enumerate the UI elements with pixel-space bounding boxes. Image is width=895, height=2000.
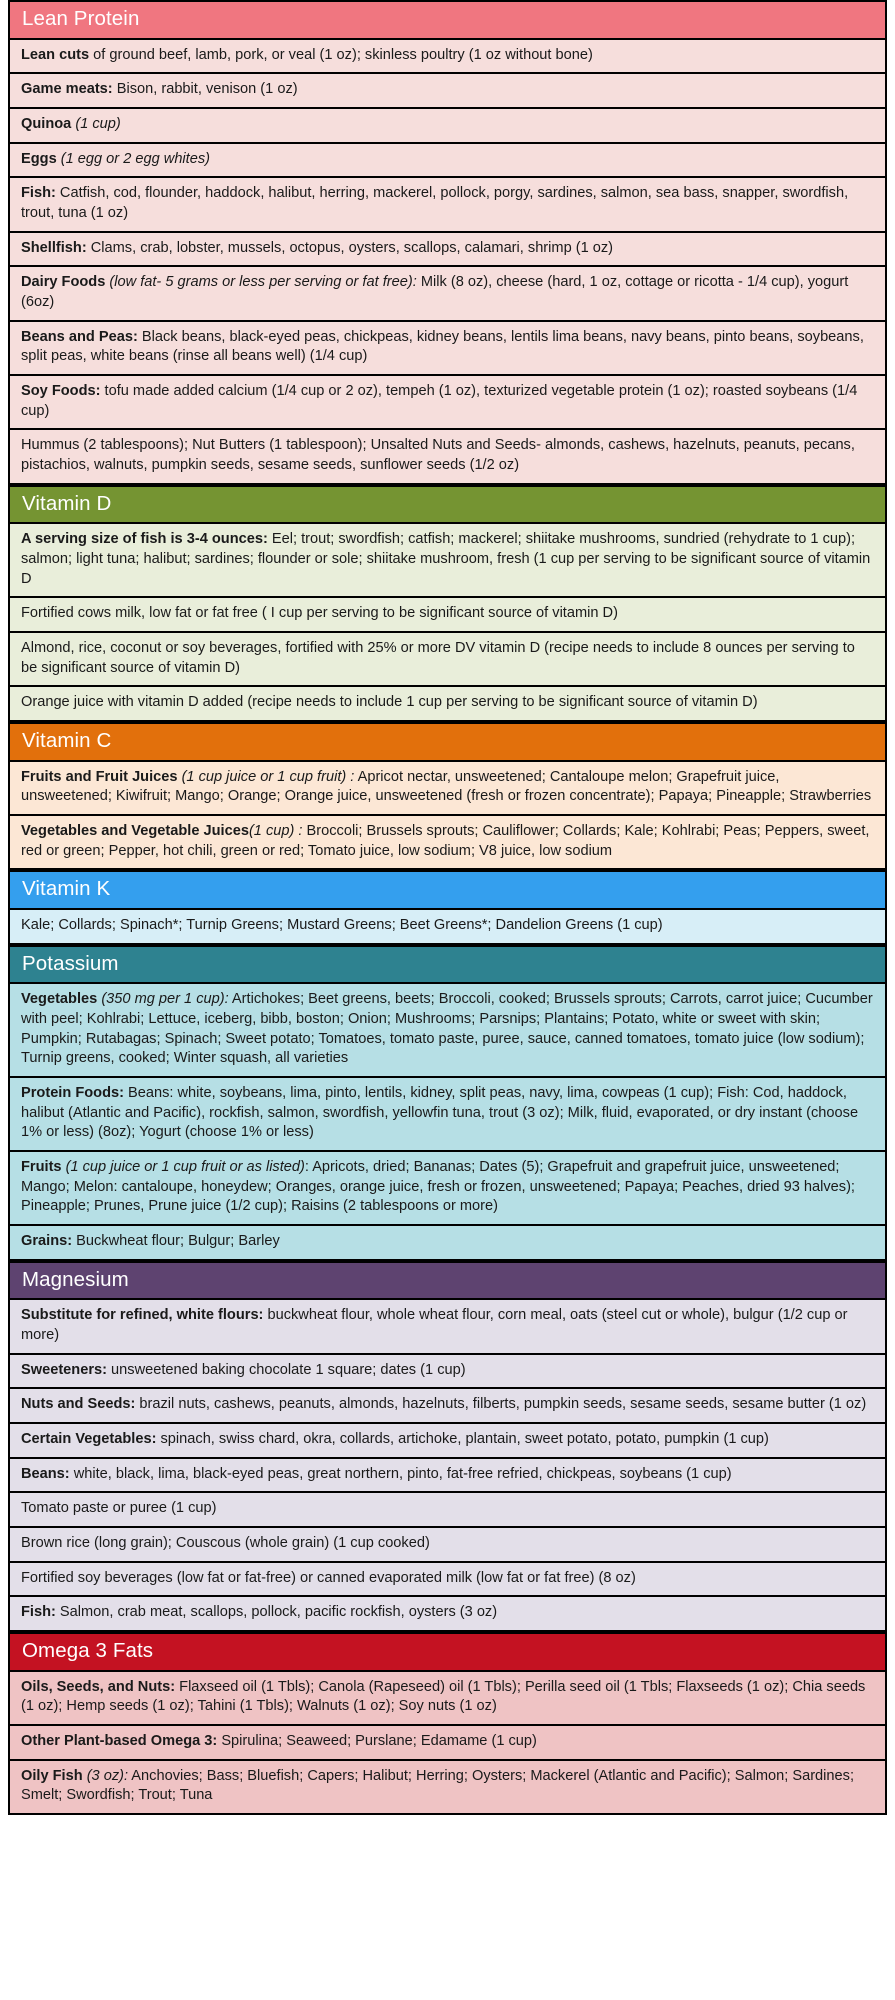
table-row xyxy=(8,1761,887,1815)
row-text: Beans: white, soybeans, lima, pinto, lentils, kidney, split peas, navy, lima, cowpeas (1 cup); Fish: Cod, haddock, halibut (Atlantic and Pacific), rockfish, salmon, swordfish, yellowfin tuna, trout (3 oz); Milk, fluid, evaporated, or dry instant (choose 1% or less) (8oz); Yogurt (choose 1% or less) xyxy=(21,1084,859,1141)
table-row xyxy=(8,1672,887,1726)
table-row xyxy=(8,1493,887,1528)
table-row xyxy=(8,1300,887,1354)
row-label: Fruits xyxy=(21,1158,62,1175)
row-label: Oils, Seeds, and Nuts: xyxy=(21,1678,176,1695)
row-text: Fortified soy beverages (low fat or fat-free) or canned evaporated milk (low fat or fat free) (8 oz) xyxy=(21,1569,636,1586)
table-row xyxy=(8,633,887,687)
table-row xyxy=(8,144,887,179)
row-text: tofu made added calcium (1/4 cup or 2 oz), tempeh (1 oz), texturized vegetable protein (1 oz); roasted soybeans (1/4 cup) xyxy=(21,383,858,419)
table-row xyxy=(8,1355,887,1390)
table-row xyxy=(8,762,887,816)
row-qualifier: (1 cup juice or 1 cup fruit) : xyxy=(177,768,355,785)
row-text: Brown rice (long grain); Couscous (whole grain) (1 cup cooked) xyxy=(21,1535,430,1552)
section-lean-protein xyxy=(8,0,887,485)
table-row xyxy=(8,1726,887,1761)
row-label: Fish: xyxy=(21,1604,56,1621)
row-text: : Apricots, dried; Bananas; Dates (5); Grapefruit and grapefruit juice, unsweetened; Mango; Melon: cantaloupe, honeydew; Oranges, orange juice, fresh or frozen, unsweetened; Papaya; Peaches, dried 93 halves); Pineapple; Prunes, Prune juice (1/2 cup); Raisins (2 tablespoons or more) xyxy=(21,1158,855,1215)
table-row xyxy=(8,430,887,484)
row-label: Dairy Foods xyxy=(21,274,106,291)
row-label: Sweeteners: xyxy=(21,1361,107,1378)
row-qualifier: (low fat- 5 grams or less per serving or fat free): xyxy=(105,274,417,291)
table-row xyxy=(8,1528,887,1563)
table-row xyxy=(8,233,887,268)
table-row xyxy=(8,1389,887,1424)
section-omega-3-fats xyxy=(8,1632,887,1815)
row-text: Almond, rice, coconut or soy beverages, fortified with 25% or more DV vitamin D (recipe needs to include 8 ounces per serving to be significant source of vitamin D) xyxy=(21,640,855,676)
row-label: Game meats: xyxy=(21,81,113,98)
row-label: Certain Vegetables: xyxy=(21,1430,157,1447)
row-label: A serving size of fish is 3-4 ounces: xyxy=(21,531,268,548)
row-text: Tomato paste or puree (1 cup) xyxy=(21,1500,217,1517)
table-row xyxy=(8,910,887,945)
table-row xyxy=(8,984,887,1078)
table-row xyxy=(8,322,887,376)
table-row xyxy=(8,40,887,75)
section-header-lean-protein: Lean Protein xyxy=(8,0,887,40)
row-text: white, black, lima, black-eyed peas, great northern, pinto, fat-free refried, chickpeas, soybeans (1 cup) xyxy=(69,1465,732,1482)
row-label: Beans: xyxy=(21,1465,70,1482)
section-vitamin-d xyxy=(8,485,887,722)
row-label: Beans and Peas: xyxy=(21,328,138,345)
row-label: Shellfish: xyxy=(21,239,87,256)
row-text: Flaxseed oil (1 Tbls); Canola (Rapeseed) oil (1 Tbls); Perilla seed oil (1 Tbls; Flaxseeds (1 oz); Chia seeds (1 oz); Hemp seeds (1 oz); Tahini (1 Tbls); Walnuts (1 oz); Soy nuts (1 oz) xyxy=(21,1678,866,1715)
row-text: Salmon, crab meat, scallops, pollock, pacific rockfish, oysters (3 oz) xyxy=(55,1604,498,1621)
row-label: Quinoa xyxy=(21,115,72,132)
row-label: Protein Foods: xyxy=(21,1084,124,1101)
table-row xyxy=(8,1152,887,1226)
table-row xyxy=(8,524,887,598)
row-qualifier: (350 mg per 1 cup): xyxy=(97,991,229,1008)
row-text: Fortified cows milk, low fat or fat free ( I cup per serving to be significant source of vitamin D) xyxy=(21,605,618,622)
row-label: Grains: xyxy=(21,1233,73,1250)
row-text: Hummus (2 tablespoons); Nut Butters (1 tablespoon); Unsalted Nuts and Seeds- almonds, cashews, hazelnuts, peanuts, pecans, pistachios, walnuts, pumpkin seeds, sesame seeds, sunflower seeds (1/2 oz) xyxy=(21,437,855,474)
table-row xyxy=(8,598,887,633)
row-text: Broccoli; Brussels sprouts; Cauliflower; Collards; Kale; Kohlrabi; Peas; Peppers, sweet, red or green; Pepper, hot chili, green or red; Tomato juice, low sodium; V8 juice, low sodium xyxy=(21,823,870,859)
row-text: spinach, swiss chard, okra, collards, artichoke, plantain, sweet potato, potato, pumpkin (1 cup) xyxy=(156,1430,769,1447)
row-label: Substitute for refined, white flours: xyxy=(21,1307,264,1324)
row-label: Eggs xyxy=(21,150,57,167)
table-row xyxy=(8,1226,887,1261)
row-text: Catfish, cod, flounder, haddock, halibut, herring, mackerel, pollock, porgy, sardines, salmon, sea bass, snapper, swordfish, trout, tuna (1 oz) xyxy=(21,185,849,221)
section-header-vitamin-d: Vitamin D xyxy=(8,485,887,525)
row-text: Kale; Collards; Spinach*; Turnip Greens; Mustard Greens; Beet Greens*; Dandelion Greens (1 cup) xyxy=(21,916,663,933)
row-label: Other Plant-based Omega 3: xyxy=(21,1732,218,1749)
row-text: Eel; trout; swordfish; catfish; mackerel; shiitake mushrooms, sundried (rehydrate to 1 cup); salmon; light tuna; halibut; sardines; flounder or sole; shiitake mushroom, fresh (1 cup per serving to be significant source of vitamin D xyxy=(21,531,871,587)
section-header-potassium: Potassium xyxy=(8,945,887,985)
row-label: Lean cuts xyxy=(21,46,90,63)
row-label: Soy Foods: xyxy=(21,383,101,400)
table-row xyxy=(8,109,887,144)
section-header-omega-3-fats: Omega 3 Fats xyxy=(8,1632,887,1672)
row-text: Spirulina; Seaweed; Purslane; Edamame (1 cup) xyxy=(217,1732,537,1749)
row-text: buckwheat flour, whole wheat flour, corn meal, oats (steel cut or whole), bulgur (1/2 cup or more) xyxy=(21,1307,848,1343)
row-text: Black beans, black-eyed peas, chickpeas, kidney beans, lentils lima beans, navy beans, pinto beans, soybeans, split peas, white beans (rinse all beans well) (1/4 cup) xyxy=(21,328,864,365)
row-label: Vegetables xyxy=(21,991,98,1008)
table-row xyxy=(8,1597,887,1632)
row-label: Fruits and Fruit Juices xyxy=(21,768,178,785)
row-text: Artichokes; Beet greens, beets; Broccoli, cooked; Brussels sprouts; Carrots, carrot juice; Cucumber with peel; Kohlrabi; Lettuce, iceberg, bibb, boston; Onion; Mushrooms; Parsnips; Plantains; Potato, white or sweet with skin; Pumpkin; Rutabagas; Spinach; Sweet potato; Tomatoes, tomato paste, puree, sauce, canned tomatoes, tomato juice (low sodium); Turnip greens, cooked; Winter squash, all varieties xyxy=(21,991,873,1067)
row-text: Buckwheat flour; Bulgur; Barley xyxy=(72,1233,280,1250)
table-row xyxy=(8,74,887,109)
table-row xyxy=(8,1424,887,1459)
section-header-vitamin-k: Vitamin K xyxy=(8,870,887,910)
section-vitamin-c xyxy=(8,722,887,870)
row-text: unsweetened baking chocolate 1 square; dates (1 cup) xyxy=(106,1361,466,1378)
table-row xyxy=(8,816,887,870)
row-text: of ground beef, lamb, pork, or veal (1 oz); skinless poultry (1 oz without bone) xyxy=(89,46,593,63)
row-qualifier: (1 cup) : xyxy=(248,823,303,840)
row-text: Anchovies; Bass; Bluefish; Capers; Halibut; Herring; Oysters; Mackerel (Atlantic and Pacific); Salmon; Sardines; Smelt; Swordfish; Trout; Tuna xyxy=(21,1767,854,1804)
row-label: Nuts and Seeds: xyxy=(21,1396,136,1413)
row-qualifier: (1 cup) xyxy=(71,115,121,132)
row-text: brazil nuts, cashews, peanuts, almonds, hazelnuts, filberts, pumpkin seeds, sesame seeds, sesame butter (1 oz) xyxy=(135,1396,867,1413)
table-row xyxy=(8,1459,887,1494)
row-qualifier: (1 egg or 2 egg whites) xyxy=(56,150,211,167)
row-qualifier: (3 oz): xyxy=(82,1767,129,1784)
row-text: Apricot nectar, unsweetened; Cantaloupe melon; Grapefruit juice, unsweetened; Kiwifruit; Mango; Orange; Orange juice, unsweetened (fresh or frozen concentrate); Papaya; Pineapple; Strawberries xyxy=(21,768,872,805)
row-text: Orange juice with vitamin D added (recipe needs to include 1 cup per serving to be significant source of vitamin D) xyxy=(21,694,758,711)
section-potassium xyxy=(8,945,887,1261)
section-header-vitamin-c: Vitamin C xyxy=(8,722,887,762)
table-row xyxy=(8,1563,887,1598)
section-header-magnesium: Magnesium xyxy=(8,1261,887,1301)
row-label: Vegetables and Vegetable Juices xyxy=(21,823,249,840)
row-label: Fish: xyxy=(21,185,56,202)
row-label: Oily Fish xyxy=(21,1767,83,1784)
table-row xyxy=(8,178,887,232)
section-vitamin-k xyxy=(8,870,887,944)
table-row xyxy=(8,376,887,430)
table-row xyxy=(8,687,887,722)
table-row xyxy=(8,267,887,321)
row-text: Milk (8 oz), cheese (hard, 1 oz, cottage or ricotta - 1/4 cup), yogurt (6oz) xyxy=(21,274,849,311)
row-text: Clams, crab, lobster, mussels, octopus, oysters, scallops, calamari, shrimp (1 oz) xyxy=(86,239,614,256)
row-text: Bison, rabbit, venison (1 oz) xyxy=(112,81,298,98)
table-row xyxy=(8,1078,887,1152)
section-magnesium xyxy=(8,1261,887,1632)
row-qualifier: (1 cup juice or 1 cup fruit or as listed) xyxy=(61,1158,305,1175)
